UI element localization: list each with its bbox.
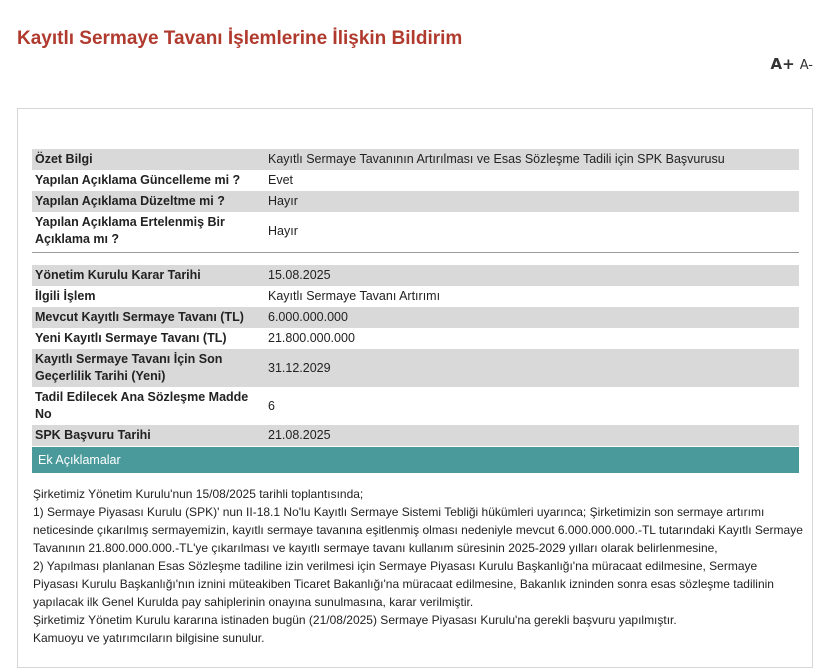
row-label: Yapılan Açıklama Güncelleme mi ? xyxy=(35,173,241,187)
row-value: 6.000.000.000 xyxy=(265,307,799,328)
table-row xyxy=(32,265,799,286)
table-row xyxy=(32,212,799,250)
font-decrease-button[interactable]: A- xyxy=(799,58,813,73)
additional-notes-header: Ek Açıklamalar xyxy=(32,447,799,473)
row-label: Tadil Edilecek Ana Sözleşme Madde No xyxy=(35,390,249,421)
table-row xyxy=(32,328,799,349)
table-row xyxy=(32,387,799,425)
row-value: Kayıtlı Sermaye Tavanı Artırımı xyxy=(268,289,441,303)
row-label: İlgili İşlem xyxy=(35,289,96,303)
notes-paragraph: Şirketimiz Yönetim Kurulu kararına istinaden bugün (21/08/2025) Sermaye Piyasası Kurulu'na gerekli başvuru yapılmıştır. xyxy=(33,613,677,627)
notes-paragraph: Kamuoyu ve yatırımcıların bilgisine sunulur. xyxy=(33,631,265,645)
row-label: SPK Başvuru Tarihi xyxy=(32,425,265,446)
details-table xyxy=(32,265,799,446)
row-label: Özet Bilgi xyxy=(32,149,265,170)
page-title: Kayıtlı Sermaye Tavanı İşlemlerine İlişkin Bildirim xyxy=(17,28,463,49)
section-divider xyxy=(32,252,799,253)
row-label: Kayıtlı Sermaye Tavanı İçin Son Geçerlilik Tarihi (Yeni) xyxy=(32,349,265,387)
row-label: Yeni Kayıtlı Sermaye Tavanı (TL) xyxy=(35,331,227,345)
notes-paragraph: 2) Yapılması planlanan Esas Sözleşme tadiline izin verilmesi için Sermaye Piyasası Kurulu Başkanlığı'na müracaat edilmesine, Sermaye Piyasası Kurulu Başkanlığı'nın iznini müteakiben Ticaret Bakanlığı'na müracaat edilmesine, Bakanlık izninden sonra esas sözleşme tadilinin yapılacak ilk Genel Kurulda pay sahiplerinin onayına sunulmasına, karar verilmiştir. xyxy=(33,559,774,609)
row-value: Hayır xyxy=(268,223,298,238)
table-row xyxy=(32,170,799,191)
table-row xyxy=(32,425,799,446)
disclosure-panel xyxy=(17,108,813,668)
row-value: Kayıtlı Sermaye Tavanının Artırılması ve Esas Sözleşme Tadili için SPK Başvurusu xyxy=(265,149,799,170)
row-label: Yapılan Açıklama Ertelenmiş Bir Açıklama mı ? xyxy=(35,215,225,246)
notes-paragraph: Şirketimiz Yönetim Kurulu'nun 15/08/2025 tarihli toplantısında; xyxy=(33,487,364,501)
row-value: 21.800.000.000 xyxy=(268,331,355,345)
row-value: 21.08.2025 xyxy=(265,425,799,446)
notes-paragraph: 1) Sermaye Piyasası Kurulu (SPK)' nun II-18.1 No'lu Kayıtlı Sermaye Sistemi Tebliği hükümleri uyarınca; Şirketimizin son sermaye artırımı neticesinde çıkarılmış sermayemizin, kayıtlı sermaye tavanına eşitlenmiş olması nedeniyle mevcut 6.000.000.000.-TL tutarındaki Kayıtlı Sermaye Tavanının 21.800.000.000.-TL'ye çıkarılması ve kayıtlı sermaye tavanı kullanım süresinin 2025-2029 yılları olarak belirlenmesine, xyxy=(33,505,803,555)
row-value: Hayır xyxy=(265,191,799,212)
row-label: Yapılan Açıklama Düzeltme mi ? xyxy=(32,191,265,212)
table-row xyxy=(32,307,799,328)
font-increase-button[interactable]: A+ xyxy=(770,55,795,73)
table-row xyxy=(32,286,799,307)
row-value: 6 xyxy=(268,398,275,413)
table-row xyxy=(32,191,799,212)
font-size-controls xyxy=(771,55,814,73)
row-value: 31.12.2029 xyxy=(265,349,799,387)
summary-table xyxy=(32,149,799,250)
table-row xyxy=(32,349,799,387)
row-value: Evet xyxy=(268,173,294,187)
row-label: Yönetim Kurulu Karar Tarihi xyxy=(32,265,265,286)
additional-notes-body xyxy=(33,485,803,647)
row-value: 15.08.2025 xyxy=(265,265,799,286)
table-row xyxy=(32,149,799,170)
row-label: Mevcut Kayıtlı Sermaye Tavanı (TL) xyxy=(32,307,265,328)
